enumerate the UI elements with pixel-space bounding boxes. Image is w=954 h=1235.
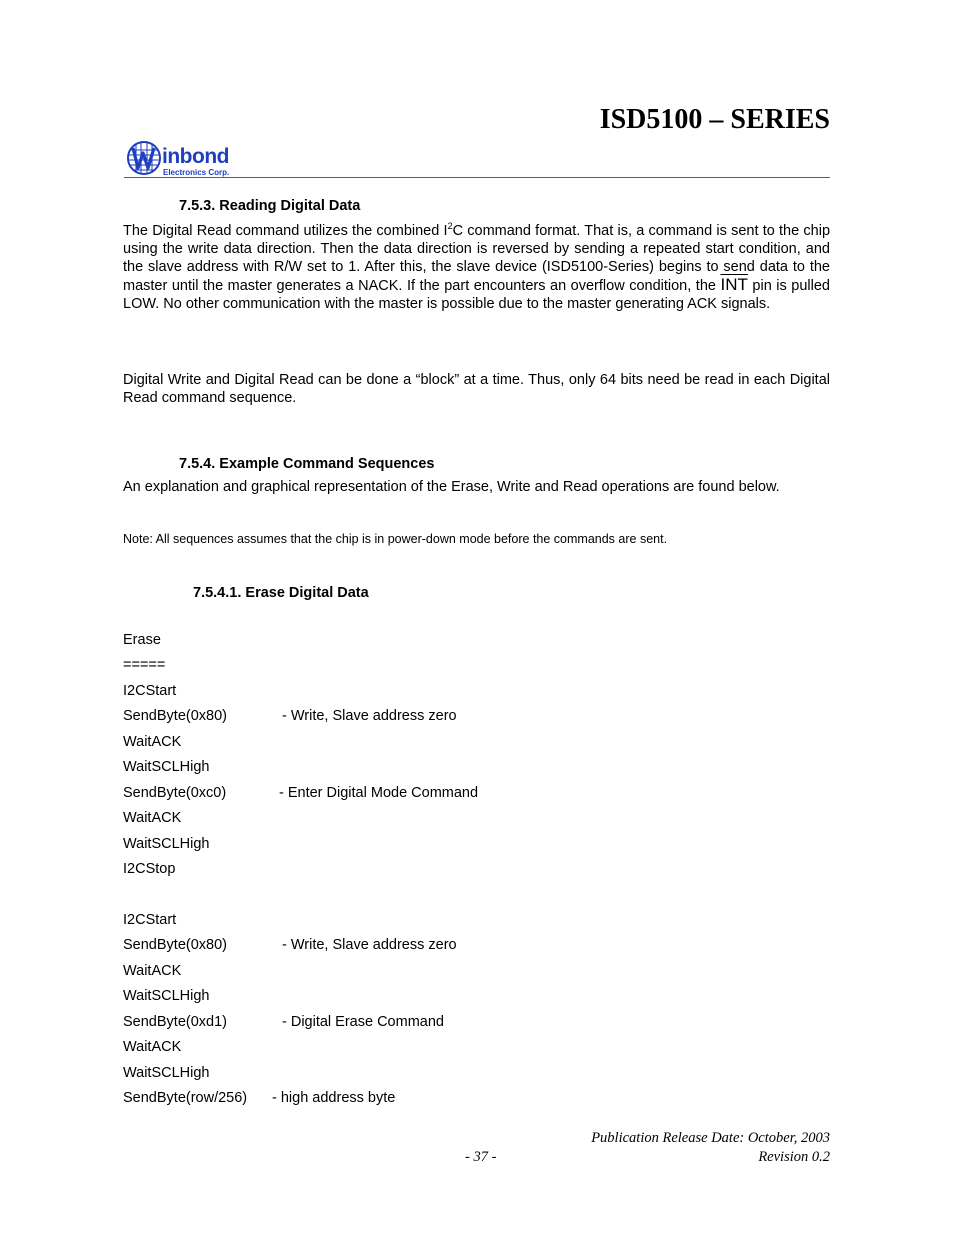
code-line: SendByte(0x80) <box>123 708 227 724</box>
code-line: SendByte(0x80) <box>123 937 227 953</box>
page-number: - 37 - <box>465 1149 497 1165</box>
revision: Revision 0.2 <box>758 1149 830 1165</box>
code-line: WaitACK <box>123 1039 182 1055</box>
code-comment: - Enter Digital Mode Command <box>279 785 479 801</box>
code-comment: - high address byte <box>272 1090 396 1106</box>
code-line: I2CStart <box>123 683 177 699</box>
code-line: WaitACK <box>123 963 182 979</box>
code-line: SendByte(0xc0) <box>123 785 227 801</box>
section-heading-7-5-3: 7.5.3. Reading Digital Data <box>179 198 361 214</box>
paragraph-text: C command format. That is, a command is sent to the chip using the write data direction. Then the data direction is reversed by sending a repeated start condition, and the slave address with R/W set to 1. After this, the slave device (ISD5100-Series) begins to send data to the master until the master generates a NACK. If the part encounters an overflow condition, the <box>123 223 831 294</box>
reading-digital-data-paragraph <box>123 222 830 313</box>
code-line: ===== <box>123 657 166 673</box>
document-title: ISD5100 – SERIES <box>599 104 830 135</box>
code-line: WaitSCLHigh <box>123 759 210 775</box>
block-read-paragraph: Digital Write and Digital Read can be done a “block” at a time. Thus, only 64 bits need be read in each Digital Read command sequence. <box>123 372 830 406</box>
code-line: SendByte(0xd1) <box>123 1014 227 1030</box>
paragraph-text: The Digital Read command utilizes the combined I <box>123 223 448 239</box>
section-heading-7-5-4: 7.5.4. Example Command Sequences <box>179 456 435 472</box>
publication-release-date: Publication Release Date: October, 2003 <box>591 1130 830 1146</box>
note-text: Note: All sequences assumes that the chip is in power-down mode before the commands are sent. <box>123 532 668 546</box>
header-rule <box>124 177 830 178</box>
example-sequences-paragraph: An explanation and graphical representation of the Erase, Write and Read operations are found below. <box>123 479 780 495</box>
code-line: I2CStop <box>123 861 176 877</box>
logo-subtitle: Electronics Corp. <box>163 168 230 177</box>
code-comment: - Write, Slave address zero <box>282 937 457 953</box>
paragraph-text: pin is pulled LOW. No other communication with the master is possible due to the master generating ACK signals. <box>123 278 831 312</box>
code-comment: - Write, Slave address zero <box>282 708 457 724</box>
code-line: WaitSCLHigh <box>123 1065 210 1081</box>
code-line: WaitSCLHigh <box>123 988 210 1004</box>
code-line: SendByte(row/256) <box>123 1090 248 1106</box>
code-line: WaitACK <box>123 734 182 750</box>
int-pin-label: $\overline{INT}$ <box>720 275 748 294</box>
code-line: WaitACK <box>123 810 182 826</box>
code-line: Erase <box>123 632 161 648</box>
code-comment: - Digital Erase Command <box>282 1014 444 1030</box>
code-line: WaitSCLHigh <box>123 836 210 852</box>
section-heading-7-5-4-1: 7.5.4.1. Erase Digital Data <box>193 585 369 601</box>
logo-wordmark: inbond <box>162 145 229 168</box>
superscript: 2 <box>447 221 453 232</box>
code-line: I2CStart <box>123 912 177 928</box>
